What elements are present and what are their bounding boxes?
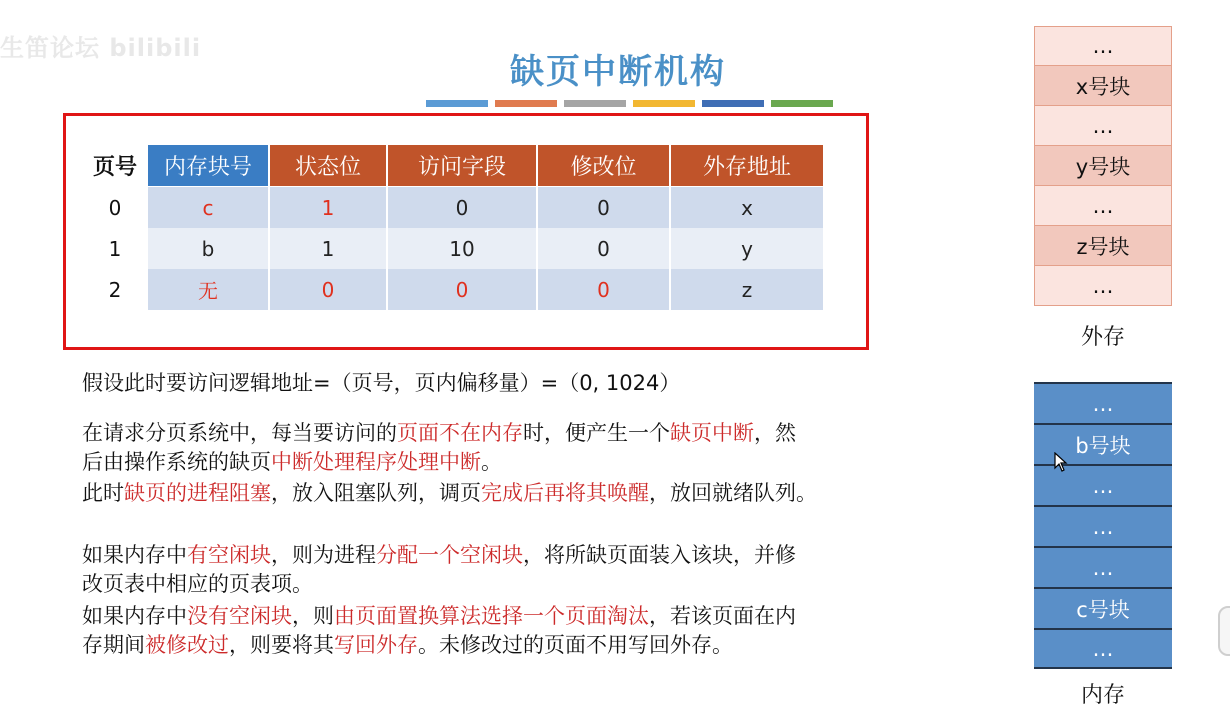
cell-status-bit: 1: [270, 187, 388, 228]
text-span: 在请求分页系统中，每当要访问的: [82, 421, 397, 445]
mem-block: c号块: [1034, 587, 1172, 628]
color-bar-segment: [495, 100, 557, 107]
highlight-text: 中断处理程序处理中断: [271, 450, 481, 474]
highlight-text: 缺页的进程阻塞: [124, 481, 271, 505]
cell-external-address: z: [671, 269, 823, 310]
title-color-bar: [426, 100, 833, 107]
side-panel-handle[interactable]: [1218, 606, 1230, 656]
header-page-number: 页号: [92, 155, 137, 180]
mem-block: …: [1034, 628, 1172, 669]
external-storage-column: [1034, 26, 1172, 306]
text-span: ，放回就绪队列。: [649, 481, 817, 505]
page-title: 缺页中断机构: [510, 52, 726, 92]
cell-access-field: 0: [388, 269, 538, 310]
table-row: [82, 228, 823, 269]
logical-address-text: 假设此时要访问逻辑地址=（页号，页内偏移量）=（0, 1024）: [82, 371, 681, 395]
ext-block: …: [1034, 26, 1172, 66]
paragraph-line: 改页表中相应的页表项。: [82, 572, 313, 596]
text-span: ，则要将其: [229, 633, 334, 657]
mouse-cursor-icon: [1054, 452, 1068, 472]
mem-block: …: [1034, 382, 1172, 423]
cell-access-field: 10: [388, 228, 538, 269]
text-span: 存期间: [82, 633, 145, 657]
paragraph-line: [82, 541, 796, 570]
highlight-text: 由页面置换算法选择一个页面淘汰: [334, 604, 649, 628]
cell-modify-bit: 0: [538, 228, 671, 269]
text-span: ，放入阻塞队列，调页: [271, 481, 481, 505]
mem-block: …: [1034, 505, 1172, 546]
row-page-number: 2: [108, 277, 122, 302]
color-bar-segment: [426, 100, 488, 107]
text-span: 。: [481, 450, 502, 474]
text-span: 如果内存中: [82, 604, 187, 628]
cell-access-field: 0: [388, 187, 538, 228]
cell-external-address: y: [671, 228, 823, 269]
header-memory-block: 内存块号: [148, 145, 270, 186]
cell-modify-bit: 0: [538, 187, 671, 228]
paragraph-line: [82, 479, 817, 508]
memory-label: 内存: [1080, 683, 1125, 708]
paragraph-line: [82, 631, 733, 660]
highlight-text: 写回外存: [334, 633, 418, 657]
text-span: ，则: [292, 604, 334, 628]
cell-status-bit: 1: [270, 228, 388, 269]
color-bar-segment: [702, 100, 764, 107]
paragraph-line: [82, 419, 796, 448]
text-span: 时，便产生一个: [523, 421, 670, 445]
table-row: [82, 269, 823, 310]
text-span: 此时: [82, 481, 124, 505]
row-page-number: 1: [108, 236, 122, 261]
mem-block: …: [1034, 546, 1172, 587]
text-span: ，则为进程: [271, 543, 376, 567]
header-access-field: 访问字段: [388, 145, 538, 186]
highlight-text: 没有空闲块: [187, 604, 292, 628]
ext-block: …: [1034, 266, 1172, 306]
ext-block: y号块: [1034, 146, 1172, 186]
header-modify-bit: 修改位: [538, 145, 671, 186]
ext-block: x号块: [1034, 66, 1172, 106]
highlight-text: 缺页中断: [670, 421, 754, 445]
color-bar-segment: [633, 100, 695, 107]
table-row: [82, 187, 823, 228]
memory-column: [1034, 382, 1172, 669]
ext-block: z号块: [1034, 226, 1172, 266]
highlight-text: 完成后再将其唤醒: [481, 481, 649, 505]
mem-block: b号块: [1034, 423, 1172, 464]
header-external-address: 外存地址: [671, 145, 823, 186]
header-status-bit: 状态位: [270, 145, 388, 186]
row-page-number: 0: [108, 195, 122, 220]
cell-status-bit: 0: [270, 269, 388, 310]
highlight-text: 被修改过: [145, 633, 229, 657]
text-span: 如果内存中: [82, 543, 187, 567]
watermark: 生笛论坛 bilibili: [0, 34, 202, 62]
cell-memory-block: c: [148, 187, 270, 228]
external-storage-label: 外存: [1080, 325, 1125, 350]
cell-memory-block: 无: [148, 269, 270, 310]
cell-modify-bit: 0: [538, 269, 671, 310]
highlight-text: 有空闲块: [187, 543, 271, 567]
page-table-header: [82, 145, 823, 186]
highlight-text: 分配一个空闲块: [376, 543, 523, 567]
text-span: ，然: [754, 421, 796, 445]
ext-block: …: [1034, 186, 1172, 226]
cell-external-address: x: [671, 187, 823, 228]
paragraph-line: [82, 448, 502, 477]
color-bar-segment: [564, 100, 626, 107]
highlight-text: 页面不在内存: [397, 421, 523, 445]
color-bar-segment: [771, 100, 833, 107]
text-span: 。未修改过的页面不用写回外存。: [418, 633, 733, 657]
text-span: ，若该页面在内: [649, 604, 796, 628]
ext-block: …: [1034, 106, 1172, 146]
text-span: ，将所缺页面装入该块，并修: [523, 543, 796, 567]
cell-memory-block: b: [148, 228, 270, 269]
mem-block: …: [1034, 464, 1172, 505]
text-span: 后由操作系统的缺页: [82, 450, 271, 474]
paragraph-line: [82, 602, 796, 631]
